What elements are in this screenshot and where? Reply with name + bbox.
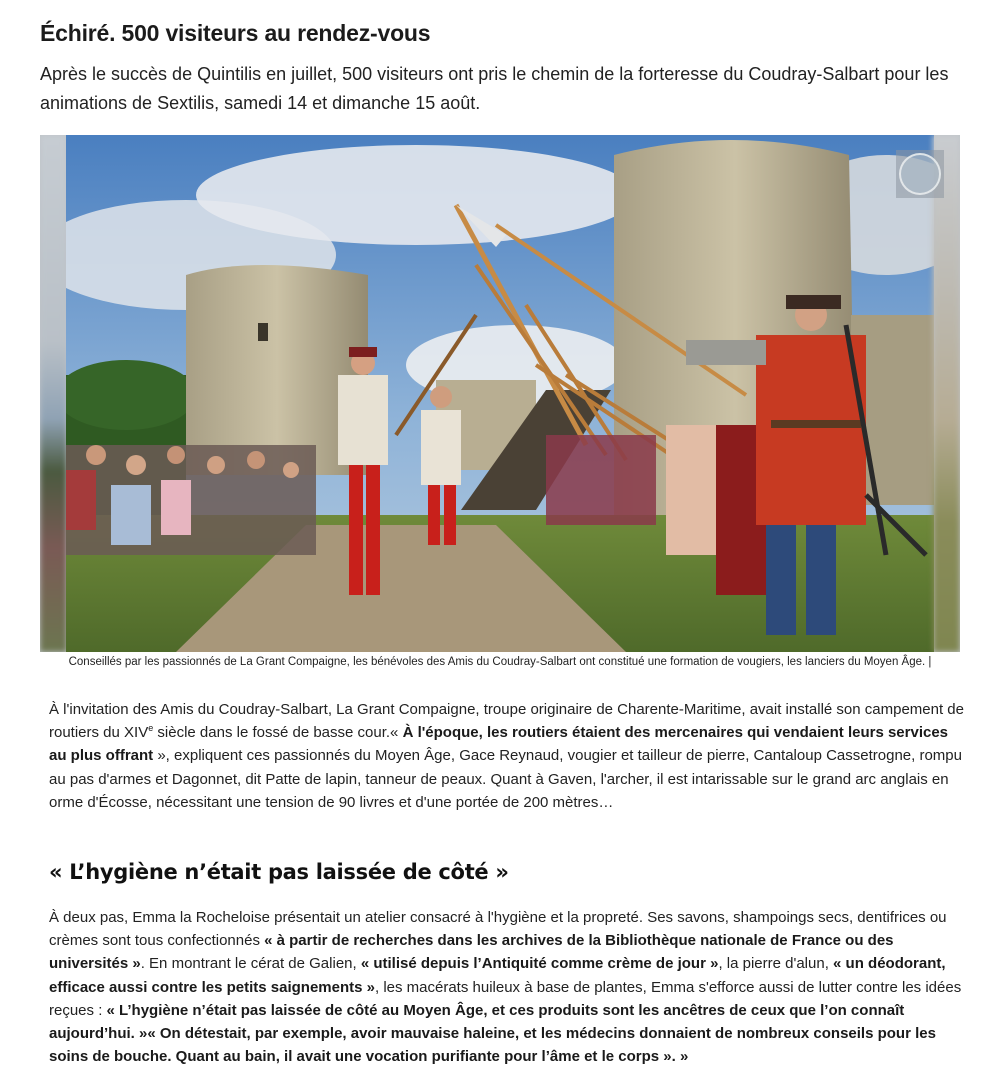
- paragraph-2-text: , la pierre d'alun,: [718, 955, 834, 973]
- quote-bold: « L’hygiène n’était pas laissée de côté au Moyen Âge, et ces produits sont les ancêtres de ceux que l’on connaît aujourd’hui. »« On détestait, par exemple, avoir mauvaise haleine, et les médecins donnaient de nombreux conseils pour les soins de bouche. Quant au bain, il avait une vocation purifiante pour l’âme et le corps ». »: [49, 1001, 936, 1066]
- paragraph-1-text: », expliquent ces passionnés du Moyen Âge, Gace Reynaud, vougier et tailleur de pierre, Cantaloup Cassetrogne, rompu au pas d'armes et Dagonnet, dit Patte de lapin, tanneur de peaux. Quant à Gaven, l'archer, il est intarissable sur le grand arc anglais en orme d'Écosse, nécessitant une tension de 90 livres et d'une portée de 200 mètres…: [49, 747, 962, 811]
- audience: [66, 445, 316, 555]
- photo-blur-edge-left: [40, 135, 67, 652]
- magnify-icon: [899, 153, 941, 195]
- paragraph-1: [49, 698, 969, 814]
- article-title: Échiré. 500 visiteurs au rendez-vous: [40, 20, 431, 46]
- century-superscript: e: [148, 723, 154, 734]
- quote-bold: « un déodorant, efficace aussi contre les petits saignements »: [49, 955, 946, 996]
- cloud: [196, 145, 636, 245]
- photo-zoom-button[interactable]: [896, 150, 944, 198]
- paragraph-1-text: siècle dans le fossé de basse cour.«: [153, 724, 403, 742]
- article-lead: Après le succès de Quintilis en juillet, 500 visiteurs ont pris le chemin de la forteresse du Coudray-Salbart pour les animations de Sextilis, samedi 14 et dimanche 15 août.: [40, 64, 949, 113]
- paragraph-2-text: . En montrant le cérat de Galien,: [140, 955, 361, 973]
- photo-caption: Conseillés par les passionnés de La Grant Compaigne, les bénévoles des Amis du Coudray-Salbart ont constitué une formation de vougiers, les lanciers du Moyen Âge. |: [68, 656, 932, 668]
- photo-blur-edge-right: [933, 135, 960, 652]
- article-photo[interactable]: [40, 135, 960, 652]
- quote-bold: « utilisé depuis l’Antiquité comme crème de jour »: [360, 955, 719, 973]
- paragraph-2: [49, 906, 969, 1068]
- quote-bold: « à partir de recherches dans les archives de la Bibliothèque nationale de France ou des universités »: [49, 932, 894, 973]
- tower-window: [258, 323, 268, 341]
- paragraph-2-text: À deux pas, Emma la Rocheloise présentait un atelier consacré à l'hygiène et la propreté. Ses savons, shampoings secs, dentifrices ou crèmes sont tous confectionnés: [49, 909, 947, 950]
- paragraph-1-text: À l'invitation des Amis du Coudray-Salbart, La Grant Compaigne, troupe originaire de Charente-Maritime, avait installé son campement de routiers du XIV: [49, 701, 964, 742]
- paragraph-2-text: , les macérats huileux à base de plantes, Emma s'efforce aussi de lutter contre les idées reçues :: [49, 978, 962, 1019]
- photo-scene: [66, 135, 934, 652]
- section-heading: « L’hygiène n’était pas laissée de côté »: [49, 860, 509, 884]
- quote-bold: À l'époque, les routiers étaient des mercenaires qui vendaient leurs services au plus offrant: [49, 724, 949, 765]
